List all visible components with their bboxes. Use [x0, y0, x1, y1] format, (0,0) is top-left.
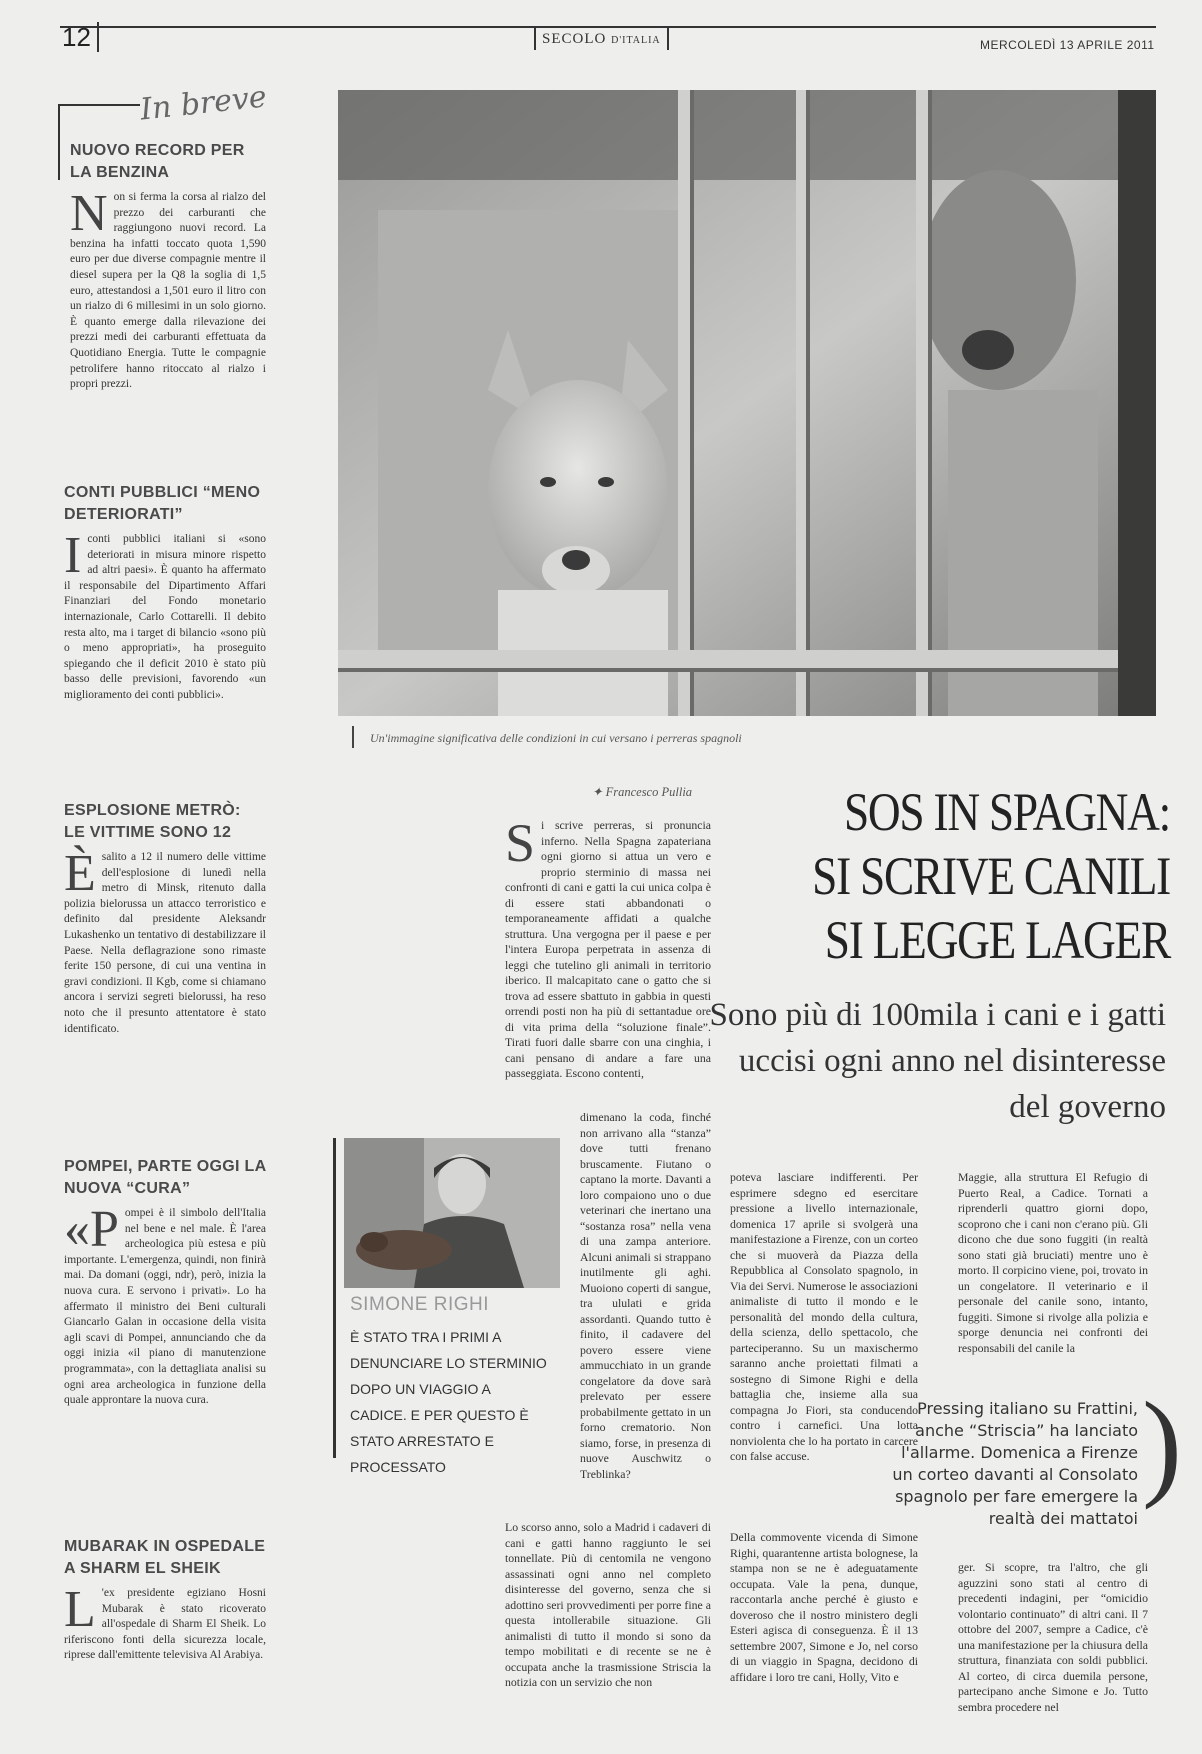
sidebar-name: SIMONE RIGHI	[350, 1294, 490, 1315]
brief-5	[64, 1536, 266, 1664]
headline-line-1: SOS IN SPAGNA:	[843, 782, 1170, 842]
article-column-3: Maggie, alla struttura El Refugio di Puerto Real, a Cadice. Tornati a riprenderli quattro giorni dopo, scoprono che i cani non c'erano più. Gli dicono che due sono fuggiti (in realtà sono stati già bruciati) mentre uno è morto. Il corpicino viene, poi, trovato in un congelatore. Il veterinario e il personale del canile sono, intanto, fuggiti. Simone si rivolge alla polizia e sporge denuncia nei confronti dei responsabili del canile la	[958, 1170, 1148, 1355]
brief-text: salito a 12 il numero delle vittime dell'esplosione di lunedì nella metro di Minsk, ritenuto dalla polizia bielorussa un attacco terroristico e definito dal presidente Aleksandr Lukashenko un tentativo di destabilizzare il Paese. Nella deflagrazione sono rimaste ferite 150 persone, di cui una ventina in gravi condizioni. Il Kgb, come si chiamano ancora i servizi segreti bielorussi, ha reso noto che il presunto attentatore è stato identificato.	[64, 851, 266, 1035]
dropcap: N	[70, 185, 108, 242]
dropcap: L	[64, 1581, 96, 1638]
simone-righi-photo	[344, 1138, 560, 1288]
brief-text: conti pubblici italiani si «sono deteriorati in misura minore rispetto ad altri paesi». È quanto ha affermato il responsabile del Dipartimento Affari Finanziari del Fondo monetario internazionale, Carlo Cottarelli. Il debito resta alto, ma i target di bilancio «sono più o meno appropriati», ha proseguito spiegando che il deficit 2010 è stato più basso delle previsioni, favorendo «un miglioramento dei conti pubblici».	[64, 533, 266, 701]
sidebar-text: È STATO TRA I PRIMI A DENUNCIARE LO STERMINIO DOPO UN VIAGGIO A CADICE. E PER QUESTO È STATO ARRESTATO E PROCESSATO	[350, 1329, 547, 1475]
article-column-1	[505, 813, 711, 1082]
page-number: 12	[62, 22, 99, 52]
dropcap: «P	[64, 1201, 119, 1258]
brief-body	[64, 1201, 266, 1409]
article-column-1b: dimenano la coda, finché non arrivano alla “stanza” dove tutti frenano bruscamente. Fiutano o captano la morte. Davanti a loro compaiono uno o due veterinari che inertano una “sostanza rosa” nella vena di una zampa anteriore. Alcuni animali si strappano inutilmente gli aghi. Muoiono coperti di sangue, tra ululati e grida assordanti. Quando tutto è finito, il cadavere del povero essere viene ammucchiato in un grande congelatore da dove sarà prelevato per essere probabilmente gettato in un forno crematorio. Non siamo, forse, in presenza di nuove Auschwitz o Treblinka?	[580, 1110, 711, 1481]
brief-1	[70, 140, 266, 393]
issue-date: MERCOLEDÌ 13 APRILE 2011	[980, 38, 1155, 52]
article-column-2: poteva lasciare indifferenti. Per esprimere sdegno ed esercitare pressione a livello internazionale, domenica 17 aprile si svolgerà una manifestazione a Firenze, con un corteo che si muoverà da Piazza della Repubblica al Consolato spagnolo, in Via dei Servi. Numerose le associazioni animaliste di tutto il mondo e le personalità del mondo della cultura, della scienza, dello spettacolo, che parteciperanno. Su un maxischermo saranno anche proiettati filmati a sostegno di Simone Righi e della battaglia che, insieme alla sua compagna Jo Fiori, sta conducendo contro i carnefici. Una lotta nonviolenta che lo ha portato in carcere con false accuse.	[730, 1170, 919, 1463]
brief-title: CONTI PUBBLICI “MENO DETERIORATI”	[64, 484, 261, 523]
dropcap: È	[64, 845, 96, 902]
headline-line-3: SI LEGGE LAGER	[824, 910, 1170, 970]
brief-3	[64, 800, 266, 1037]
masthead-small: D'ITALIA	[611, 35, 661, 46]
brief-title: ESPLOSIONE METRÒ: LE VITTIME SONO 12	[64, 802, 241, 841]
article-headline	[800, 780, 1170, 972]
brief-text: 'ex presidente egiziano Hosni Mubarak è stato ricoverato all'ospedale di Sharm El Sheik. Lo riferiscono fonti della sicurezza locale, riprese dall'emittente televisiva Al Arabiya.	[64, 1587, 266, 1662]
caption-rule	[352, 726, 354, 748]
brief-body	[70, 185, 266, 393]
brief-text: on si ferma la corsa al rialzo del prezzo dei carburanti che raggiungono nuovi record. La benzina ha infatti toccato quota 1,590 euro per due diverse compagnie mentre il diesel supera per la Q8 la soglia di 1,5 euro, attestandosi a 1,501 euro il litro con un rialzo di 6 millesimi in un solo giorno. È quanto emerge dalla rilevazione dei prezzi medi dei carburanti effettuata da Quotidiano Energia. Tutte le compagnie petrolifere hanno ritoccato al rialzo i propri prezzi.	[70, 191, 266, 391]
brief-title: MUBARAK IN OSPEDALE A SHARM EL SHEIK	[64, 1538, 266, 1577]
masthead-main: SECOLO	[542, 31, 607, 47]
brief-body	[64, 527, 266, 704]
article-text-1: i scrive perreras, si pronuncia inferno. Nella Spagna zapateriana ogni giorno si attua un vero e proprio sterminio di massa nei confronti di cani e gatti la cui unica colpa è di essere stati abbandonati o temporaneamente affidati a qualche struttura. Una vergogna per il paese e per l'intera Europa perpetrata in assenza di leggi che tutelino gli animali in territorio iberico. Il malcapitato cane o gatto che si trova ad essere sbattuto in gabbia in questi orrendi posti non ha più di settantadue ore di vita prima della “soluzione finale”. Tirati fuori dalle sbarre con una cinghia, i cani pensano di andare a fare una passeggiata. Escono contenti,	[505, 818, 711, 1080]
brief-body	[64, 845, 266, 1037]
dropcap: I	[64, 527, 82, 584]
article-column-1c: Lo scorso anno, solo a Madrid i cadaveri di cani e gatti hanno raggiunto le sei tonnellate. Più di centomila ne vengono assassinati ogni anno nel completo disinteresse del governo, senza che si adottino seri provvedimenti per porre fine a questa intollerabile situazione. Gli animalisti di tutto il mondo si sono da tempo mobilitati e di recente se ne è occupata anche la trasmissione Striscia la notizia con un servizio che non	[505, 1520, 711, 1689]
brief-text: ompei è il simbolo dell'Italia nel bene e nel male. È l'area archeologica più estesa e più importante. L'emergenza, quindi, non finirà mai. Da domani (oggi, ndr), però, inizia la nuova cura. E servono i privati». Lo ha affermato il ministro dei Beni culturali Giancarlo Galan in occasione della visita agli scavi di Pompei, annunciando che da oggi inizia «il piano di manutenzione programmata», con la dettagliata analisi su ogni area archeologica in funzione della quale approntare la nuova cura.	[64, 1207, 266, 1407]
brief-2	[64, 482, 266, 704]
article-author: ✦ Francesco Pullia	[592, 785, 693, 799]
brief-body	[64, 1581, 266, 1664]
brief-title: NUOVO RECORD PER LA BENZINA	[70, 142, 245, 181]
masthead	[534, 28, 669, 50]
headline-line-2: SI SCRIVE CANILI	[812, 846, 1170, 906]
brief-title: POMPEI, PARTE OGGI LA NUOVA “CURA”	[64, 1158, 266, 1197]
article-subhead: Sono più di 100mila i cani e i gatti uccisi ogni anno nel disinteresse del governo	[709, 997, 1166, 1125]
article-column-3b: ger. Si scopre, tra l'altro, che gli aguzzini sono stati al centro di precedenti indagini, per “omicidio volontario continuato” di altri cani. Il 7 ottobre del 2007, sempre a Cadice, c'è una manifestazione per la chiusura della struttura, finanziata con soldi pubblici. Al corteo, di circa duemila persone, partecipano anche Simone e Jo. Tutto sembra procedere nel	[958, 1560, 1148, 1714]
article-column-2b: Della commovente vicenda di Simone Righi, quarantenne artista bolognese, la stampa non se ne è adeguatamente occupata. Vale la pena, dunque, raccontarla anche perché è giusto e doveroso che il nostro ministero degli Esteri agisca di conseguenza. È il 13 settembre 2007, Simone e Jo, nel corso di un viaggio in Spagna, decidono di affidare i loro tre cani, Holly, Vito e	[730, 1530, 918, 1684]
dogs-in-cage-photo	[338, 90, 1156, 716]
in-breve-label: In breve	[138, 79, 269, 128]
brief-4	[64, 1156, 266, 1409]
article-dropcap: S	[505, 813, 536, 873]
pull-quote-bracket: )	[1142, 1377, 1182, 1510]
photo-caption: Un'immagine significativa delle condizioni in cui versano i perreras spagnoli	[370, 731, 742, 745]
pull-quote: Pressing italiano su Frattini, anche “Striscia” ha lanciato l'allarme. Domenica a Firenze un corteo davanti al Consolato spagnolo per fare emergere la realtà dei mattatoi	[892, 1399, 1138, 1528]
